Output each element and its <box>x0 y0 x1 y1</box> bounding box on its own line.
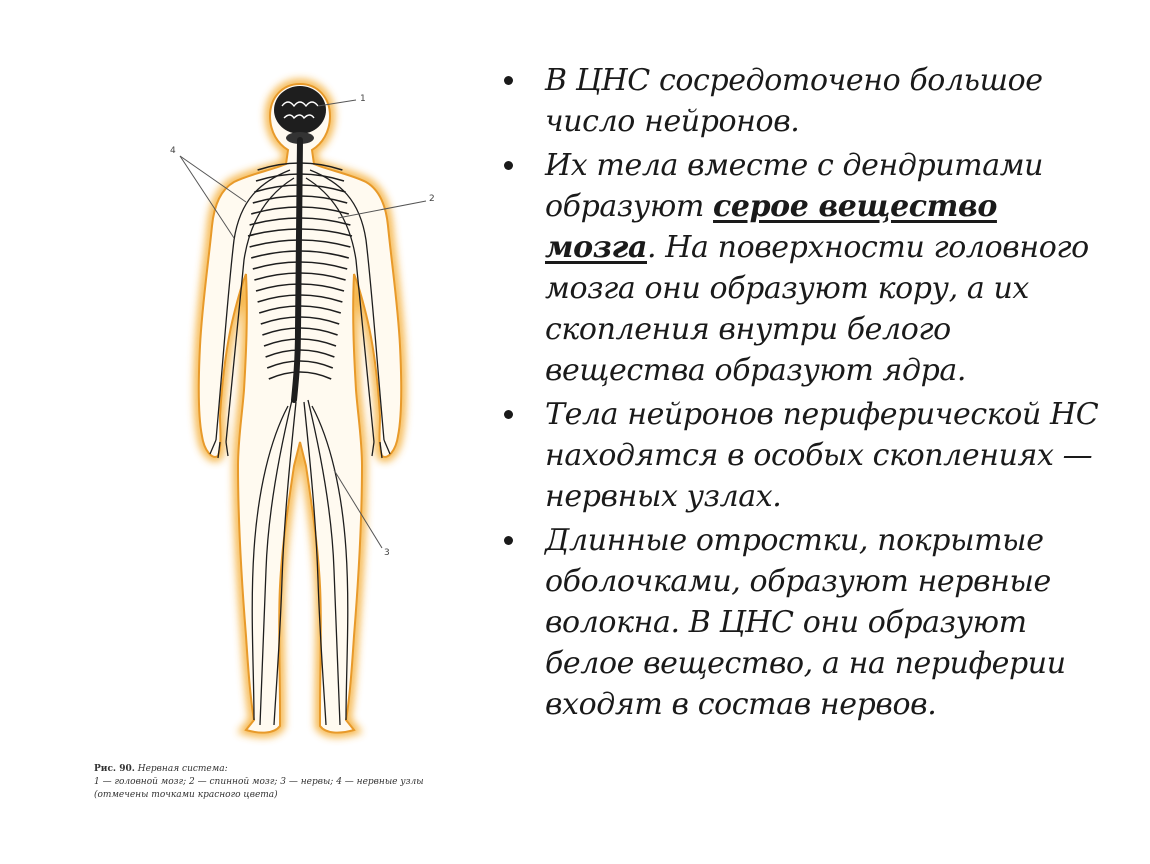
callout-number-1: 1 <box>360 94 366 104</box>
bullet-dot-icon <box>504 536 513 545</box>
bullet-text-after: . На поверхности головного мозга они образуют кору, а их скопления внутри белого вещества образуют ядра. <box>545 230 1089 388</box>
bullet-text: Длинные отростки, покрытые оболочками, образуют нервные волокна. В ЦНС они образуют белое вещество, а на периферии входят в состав нервов. <box>545 523 1066 722</box>
callout-number-3: 3 <box>384 548 390 558</box>
bullet-item <box>500 394 1100 517</box>
bullet-item <box>500 520 1100 725</box>
bullet-dot-icon <box>504 410 513 419</box>
highlight-term: серое вещество мозга <box>545 189 997 265</box>
bullet-item <box>500 145 1100 391</box>
callout-number-4: 4 <box>170 146 176 156</box>
bullet-list <box>500 60 1100 728</box>
bullet-text: В ЦНС сосредоточено большое число нейронов. <box>545 63 1043 139</box>
bullet-item <box>500 60 1100 142</box>
figure-number: Рис. 90. <box>94 764 135 774</box>
human-body-illustration <box>150 70 450 750</box>
bullet-dot-icon <box>504 76 513 85</box>
callout-number-2: 2 <box>429 194 435 204</box>
nervous-system-figure <box>150 70 450 750</box>
bullet-text-before: Их тела вместе с дендритами образуют <box>545 148 1044 224</box>
figure-caption <box>94 763 454 802</box>
bullet-dot-icon <box>504 161 513 170</box>
figure-title: Нервная система: <box>137 764 228 774</box>
bullet-text: Тела нейронов периферической НС находятся в особых скоплениях — нервных узлах. <box>545 397 1099 514</box>
brain-mark <box>274 86 326 134</box>
figure-legend: 1 — головной мозг; 2 — спинной мозг; 3 — нервы; 4 — нервные узлы (отмечены точками красного цвета) <box>94 777 424 800</box>
